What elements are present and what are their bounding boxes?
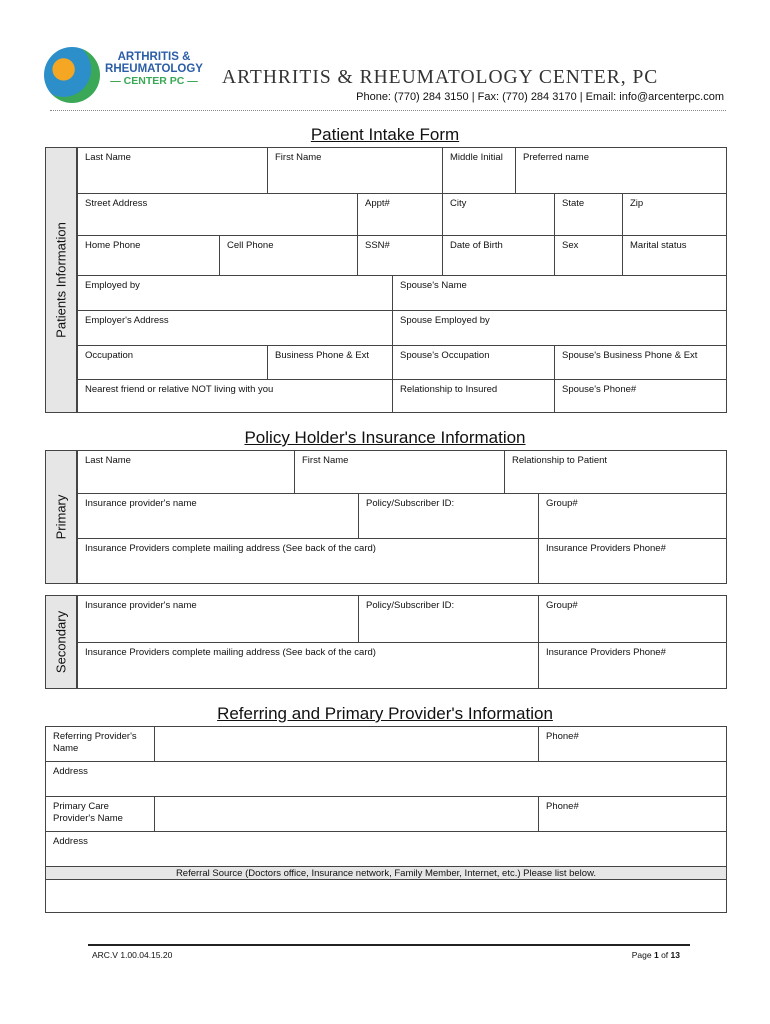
primary-mailing-address-field[interactable]: Insurance Providers complete mailing address (See back of the card) — [77, 538, 538, 583]
spouse-phone-field[interactable]: Spouse's Phone# — [554, 379, 726, 412]
relationship-to-insured-field[interactable]: Relationship to Insured — [392, 379, 554, 412]
employer-address-field[interactable]: Employer's Address — [77, 310, 392, 345]
referring-provider-label: Referring Provider's Name — [53, 731, 137, 754]
first-name-field[interactable]: First Name — [267, 148, 442, 193]
primary-provider-phone-field[interactable]: Insurance Providers Phone# — [538, 538, 726, 583]
patient-info-table — [45, 147, 727, 413]
referral-source-label: Referral Source (Doctors office, Insurance network, Family Member, Internet, etc.) Please list below. — [46, 866, 726, 879]
last-name-field[interactable]: Last Name — [77, 148, 267, 193]
primary-provider-name-field[interactable]: Insurance provider's name — [77, 493, 358, 538]
nearest-friend-field[interactable]: Nearest friend or relative NOT living with you — [77, 379, 392, 412]
state-field[interactable]: State — [554, 193, 622, 235]
secondary-mailing-address-field[interactable]: Insurance Providers complete mailing address (See back of the card) — [77, 642, 538, 688]
contact-line: Phone: (770) 284 3150 | Fax: (770) 284 3170 | Email: info@arcenterpc.com — [356, 91, 724, 103]
secondary-group-field[interactable]: Group# — [538, 596, 726, 642]
preferred-name-field[interactable]: Preferred name — [515, 148, 726, 193]
patient-side-label: Patients Information — [46, 148, 77, 412]
header-divider — [50, 110, 726, 111]
home-phone-field[interactable]: Home Phone — [77, 235, 219, 275]
logo-line-2: RHEUMATOLOGY — [105, 63, 203, 75]
primary-insurance-table — [45, 450, 727, 584]
street-address-field[interactable]: Street Address — [77, 193, 357, 235]
spouse-business-phone-field[interactable]: Spouse's Business Phone & Ext — [554, 345, 726, 379]
cell-phone-field[interactable]: Cell Phone — [219, 235, 357, 275]
employed-by-field[interactable]: Employed by — [77, 275, 392, 310]
spouse-employed-by-field[interactable]: Spouse Employed by — [392, 310, 726, 345]
middle-initial-field[interactable]: Middle Initial — [442, 148, 515, 193]
marital-status-field[interactable]: Marital status — [622, 235, 726, 275]
pcp-phone-field[interactable]: Phone# — [538, 796, 726, 831]
insurance-title: Policy Holder's Insurance Information — [244, 428, 526, 447]
relationship-to-patient-field[interactable]: Relationship to Patient — [504, 451, 726, 493]
zip-field[interactable]: Zip — [622, 193, 726, 235]
secondary-side-label: Secondary — [46, 596, 77, 688]
center-name: ARTHRITIS & RHEUMATOLOGY CENTER, PC — [222, 67, 659, 88]
secondary-provider-name-field[interactable]: Insurance provider's name — [77, 596, 358, 642]
spouse-name-field[interactable]: Spouse's Name — [392, 275, 726, 310]
insured-last-name-field[interactable]: Last Name — [77, 451, 294, 493]
logo-line-3: — CENTER PC — — [110, 75, 198, 87]
referring-address-field[interactable]: Address — [46, 761, 726, 796]
pcp-name-field[interactable] — [154, 796, 538, 831]
primary-group-field[interactable]: Group# — [538, 493, 726, 538]
page-indicator: Page 1 of 13 — [631, 950, 680, 960]
primary-policy-id-field[interactable]: Policy/Subscriber ID: — [358, 493, 538, 538]
secondary-insurance-table — [45, 595, 727, 689]
referring-phone-field[interactable]: Phone# — [538, 727, 726, 761]
business-phone-field[interactable]: Business Phone & Ext — [267, 345, 392, 379]
secondary-policy-id-field[interactable]: Policy/Subscriber ID: — [358, 596, 538, 642]
appt-field[interactable]: Appt# — [357, 193, 442, 235]
sex-field[interactable]: Sex — [554, 235, 622, 275]
primary-side-label: Primary — [46, 451, 77, 583]
ssn-field[interactable]: SSN# — [357, 235, 442, 275]
logo-text — [104, 51, 204, 87]
insured-first-name-field[interactable]: First Name — [294, 451, 504, 493]
dob-field[interactable]: Date of Birth — [442, 235, 554, 275]
runner-logo-icon — [44, 47, 100, 103]
patient-intake-title: Patient Intake Form — [310, 125, 460, 144]
referring-title: Referring and Primary Provider's Information — [217, 704, 553, 723]
footer-divider — [88, 944, 690, 946]
referring-table — [45, 726, 727, 913]
spouse-occupation-field[interactable]: Spouse's Occupation — [392, 345, 554, 379]
secondary-provider-phone-field[interactable]: Insurance Providers Phone# — [538, 642, 726, 688]
version-label: ARC.V 1.00.04.15.20 — [92, 950, 173, 960]
referral-source-field[interactable] — [46, 879, 726, 912]
pcp-address-field[interactable]: Address — [46, 831, 726, 866]
city-field[interactable]: City — [442, 193, 554, 235]
referring-provider-name-field[interactable] — [154, 727, 538, 761]
logo-line-1: ARTHRITIS & — [117, 51, 191, 63]
occupation-field[interactable]: Occupation — [77, 345, 267, 379]
pcp-label: Primary Care Provider's Name — [46, 796, 154, 831]
